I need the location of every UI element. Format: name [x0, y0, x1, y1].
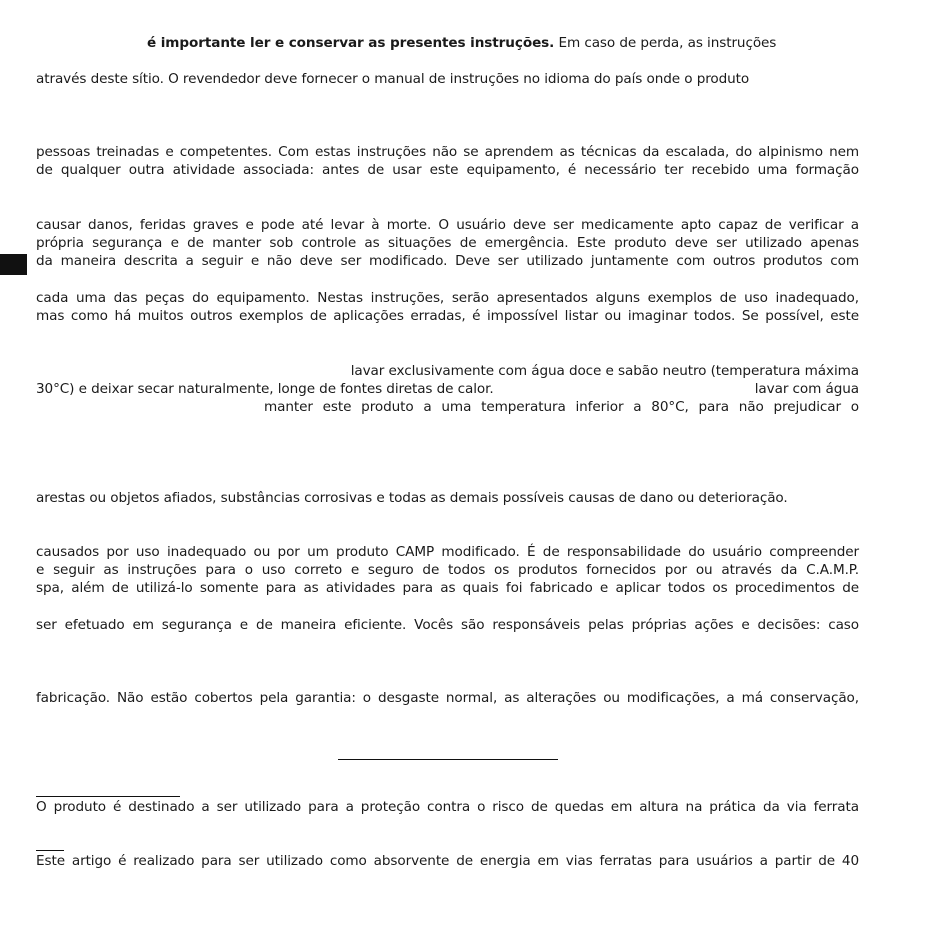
care-line-3: manter este produto a uma temperatura inferior a 80°C, para não prejudicar o: [264, 399, 859, 415]
danger-line-2: própria segurança e de manter sob controle as situações de emergência. Este produto deve ser utilizado apenas: [36, 235, 859, 251]
care-line-2-left: 30°C) e deixar secar naturalmente, longe de fontes diretas de calor.: [36, 381, 494, 397]
intro-line-2: através deste sítio. O revendedor deve fornecer o manual de instruções no idioma do país onde o produto: [36, 71, 750, 87]
danger-line-1: causar danos, feridas graves e pode até levar à morte. O usuário deve ser medicamente apto capaz de verificar a: [36, 217, 859, 233]
responsibility-line-2: e seguir as instruções para o uso correto e seguro de todos os produtos fornecidos por ou através da C.A.M.P.: [36, 562, 859, 578]
intro-bold-text: é importante ler e conservar as presentes instruções.: [147, 35, 555, 51]
responsibility-line-1: causados por uso inadequado ou por um produto CAMP modificado. É de responsabilidade do usuário compreender: [36, 544, 859, 560]
danger-line-3: da maneira descrita a seguir e não deve ser modificado. Deve ser utilizado juntamente com outros produtos com: [36, 253, 859, 269]
misuse-line-1: cada uma das peças do equipamento. Nestas instruções, serão apresentados alguns exemplos de uso inadequado,: [36, 290, 859, 306]
center-divider-rule: [338, 759, 558, 760]
intro-line-1: [147, 34, 859, 52]
training-line-2: de qualquer outra atividade associada: antes de usar este equipamento, é necessário ter recebido uma formação: [36, 162, 859, 178]
decisions-line-1: ser efetuado em segurança e de maneira eficiente. Vocês são responsáveis pelas próprias ações e decisões: caso: [36, 617, 859, 633]
responsibility-line-3: spa, além de utilizá-lo somente para as atividades para as quais foi fabricado e aplicar todos os procedimentos de: [36, 580, 859, 596]
purpose-line-1: O produto é destinado a ser utilizado para a proteção contra o risco de quedas em altura na prática da via ferrata: [36, 799, 859, 815]
warranty-line-1: fabricação. Não estão cobertos pela garantia: o desgaste normal, as alterações ou modificações, a má conservação,: [36, 690, 859, 706]
intro-line-1-rest: Em caso de perda, as instruções: [554, 35, 777, 51]
section-tab-marker: [0, 254, 27, 275]
misuse-line-2: mas como há muitos outros exemplos de aplicações erradas, é impossível listar ou imaginar todos. Se possível, este: [36, 308, 859, 324]
absorber-line-1: Este artigo é realizado para ser utilizado como absorvente de energia em vias ferratas para usuários a partir de 40: [36, 853, 859, 869]
hazards-line-1: arestas ou objetos afiados, substâncias corrosivas e todas as demais possíveis causas de dano ou deterioração.: [36, 490, 788, 506]
heading-underline-rule: [36, 796, 180, 797]
care-line-2-right: lavar com água: [754, 381, 859, 397]
care-line-1: lavar exclusivamente com água doce e sabão neutro (temperatura máxima: [350, 363, 859, 379]
subheading-underline-rule: [36, 850, 64, 851]
training-line-1: pessoas treinadas e competentes. Com estas instruções não se aprendem as técnicas da escalada, do alpinismo nem: [36, 144, 859, 160]
